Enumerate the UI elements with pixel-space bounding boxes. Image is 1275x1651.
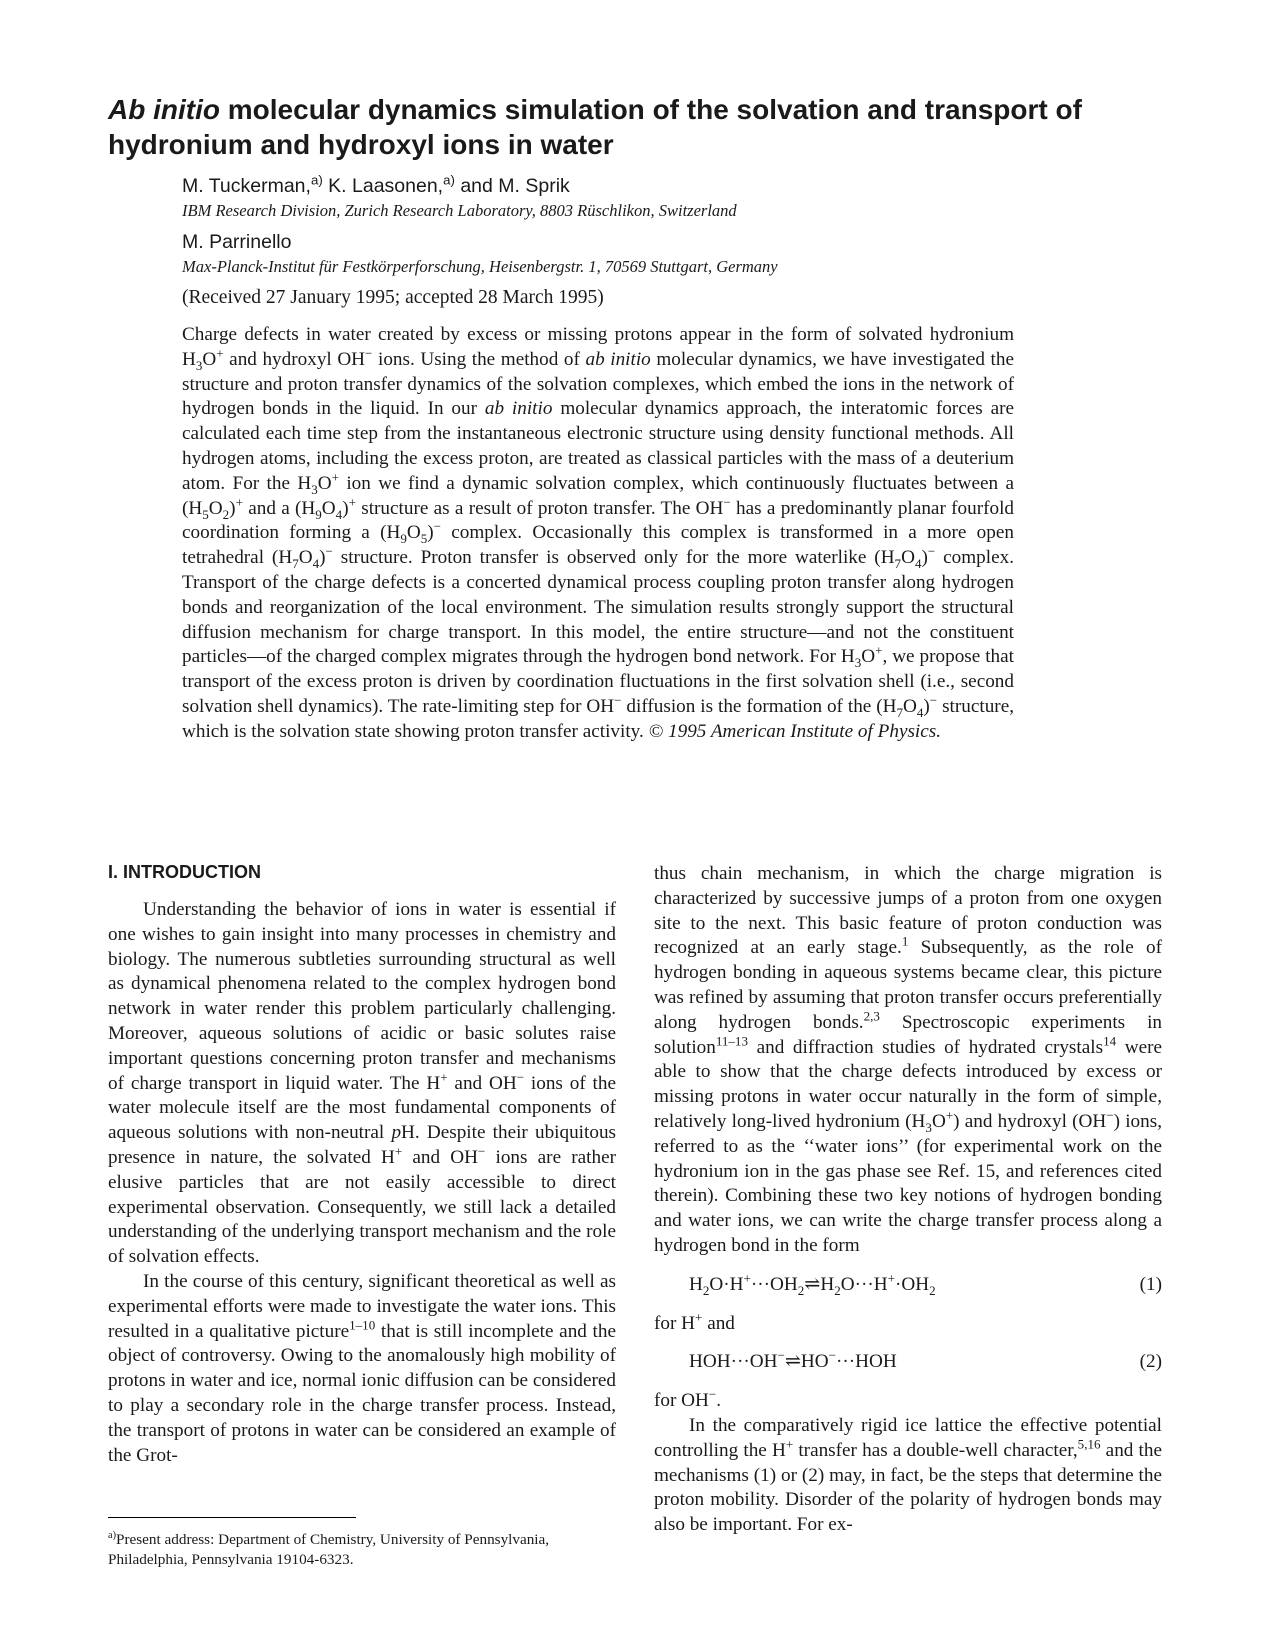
paragraph: for H+ and [654,1309,735,1334]
equation-number: (1) [1139,1273,1162,1295]
equation-body: HOH···OH−⇌HO−···HOH [689,1347,897,1373]
paragraph: Understanding the behavior of ions in water is essential if one wishes to gain insight into many processes in chemistry and biology. The numerous subtleties surrounding structural as well as dynamical phenomena related to the complex hydrogen bond network in water render this problem particularly challenging. Moreover, aqueous solutions of acidic or basic solutes raise important questions concerning proton transfer and mechanisms of charge transport in liquid water. The H+ and OH− ions of the water molecule itself are the most fundamental components of aqueous solutions with non-neutral pH. Despite their ubiquitous presence in nature, the solvated H+ and OH− ions are rather elusive particles that are not easily accessible to direct experimental observation. Consequently, we still lack a detailed understanding of the underlying transport mechanism and the role of solvation effects. [108,899,617,1268]
author-note-mark: a) [310,172,323,188]
received-dates: (Received 27 January 1995; accepted 28 March 1995) [182,287,604,308]
author-name: M. Tuckerman, [182,175,311,197]
paper-title [108,92,1168,162]
author-list-2: M. Parrinello [182,231,292,253]
abstract: Charge defects in water created by excess or missing protons appear in the form of solvated hydronium $H_3O^+$ and hydroxyl OH− ions. Using the method of ab initio molecular dynamics, we have investigated the structure and proton transfer dynamics of the solvation complexes, which embed the ions in the network of hydrogen bonds in the liquid. In our ab initio molecular dynamics approach, the interatomic forces are calculated each time step from the instantaneous electronic structure using density functional methods. All hydrogen atoms, including the excess proton, are treated as classical particles with the mass of a deuterium atom. For the $H_3O^+$ ion we find a dynamic solvation complex, which continuously fluctuates between a $(H_5O_2)^+$ and a $(H_9O_4)^+$ structure as a result of proton transfer. The OH− has a predominantly planar fourfold coordination forming a $(H_9O_5)^-$ complex. Occasionally this complex is transformed in a more open tetrahedral $(H_7O_4)^-$ structure. Proton transfer is observed only for the more waterlike $(H_7O_4)^-$ complex. Transport of the charge defects is a concerted dynamical process coupling proton transfer along hydrogen bonds and reorganization of the local environment. The simulation results strongly support the structural diffusion mechanism for charge transport. In this model, the entire structure—and not the constituent particles—of the charged complex migrates through the hydrogen bond network. For $H_3O^+$, we propose that transport of the excess proton is driven by coordination fluctuations in the first solvation shell (i.e., second solvation shell dynamics). The rate-limiting step for OH− diffusion is the formation of the $(H_7O_4)^-$ structure, which is the solvation state showing proton transfer activity. © 1995 American Institute of Physics. [182,324,1015,742]
affiliation-1: IBM Research Division, Zurich Research Laboratory, 8803 Rüschlikon, Switzerland [182,201,737,220]
right-column [654,862,1162,1538]
paragraph: thus chain mechanism, in which the charge migration is characterized by successive jumps of a proton from one oxygen site to the next. This basic feature of proton conduction was recognized at an early stage.$^1$ Subsequently, as the role of hydrogen bonding in aqueous systems became clear, this picture was refined by assuming that proton transfer occurs preferentially along hydrogen bonds.$^{2,3}$ Spectroscopic experiments in solution$^{11-13}$ and diffraction studies of hydrated crystals$^{14}$ were able to show that the charge defects introduced by excess or missing protons in water occur naturally in the form of simple, relatively long-lived hydronium $(H_3O^+)$ and hydroxyl (OH−) ions, referred to as the ‘‘water ions’’ (for experimental work on the hydronium ion in the gas phase see Ref. 15, and references cited therein). Combining these two key notions of hydrogen bonding and water ions, we can write the charge transfer process along a hydrogen bond in the form [654,863,1163,1256]
copyright-notice: © 1995 American Institute of Physics. [648,720,942,742]
paragraph: In the comparatively rigid ice lattice the effective potential controlling the H+ transfer has a double-well character,$^{5,16}$ and the mechanisms (1) or (2) may, in fact, be the steps that determine the proton mobility. Disorder of the polarity of hydrogen bonds may also be important. For ex- [654,1414,1162,1536]
author-name: and M. Sprik [460,175,570,197]
paragraph: for OH−. [654,1386,722,1412]
footnote-rule [108,1517,356,1518]
equation-number: (2) [1139,1351,1162,1373]
author-list-1 [182,172,570,198]
equation-body: $H_2O\cdot H^+\cdot\cdot\cdot OH_2\rightleftharpoons H_2O\cdot\cdot\cdot H^+\cdot OH_2$ [689,1270,936,1298]
paragraph: In the course of this century, significant theoretical as well as experimental efforts were made to investigate the water ions. This resulted in a qualitative picture$^{1-10}$ that is still incomplete and the object of controversy. Owing to the anomalously high mobility of protons in water and ice, normal ionic diffusion can be considered to play a secondary role in the charge transfer process. Instead, the transport of protons in water can be considered an example of the Grot- [108,1270,616,1466]
author-note-mark: a) [443,172,455,188]
equation-1 [654,1270,1162,1298]
author-name: K. Laasonen, [328,175,444,197]
title-italic: Ab initio [108,94,220,125]
equation-2 [654,1347,1162,1375]
footnote-text: Present address: Department of Chemistry, University of Pennsylvania, Philadelphia, Pennsylvania 19104-6323. [108,1531,550,1568]
footnote [108,1530,624,1570]
section-heading-introduction: I. INTRODUCTION [108,862,261,882]
title-rest: molecular dynamics simulation of the solvation and transport of hydronium and hydroxyl ions in water [108,94,1082,160]
affiliation-2: Max-Planck-Institut für Festkörperforschung, Heisenbergstr. 1, 70569 Stuttgart, Germany [182,257,778,276]
footnote-label: a) [108,1529,117,1541]
left-column [108,898,616,1468]
